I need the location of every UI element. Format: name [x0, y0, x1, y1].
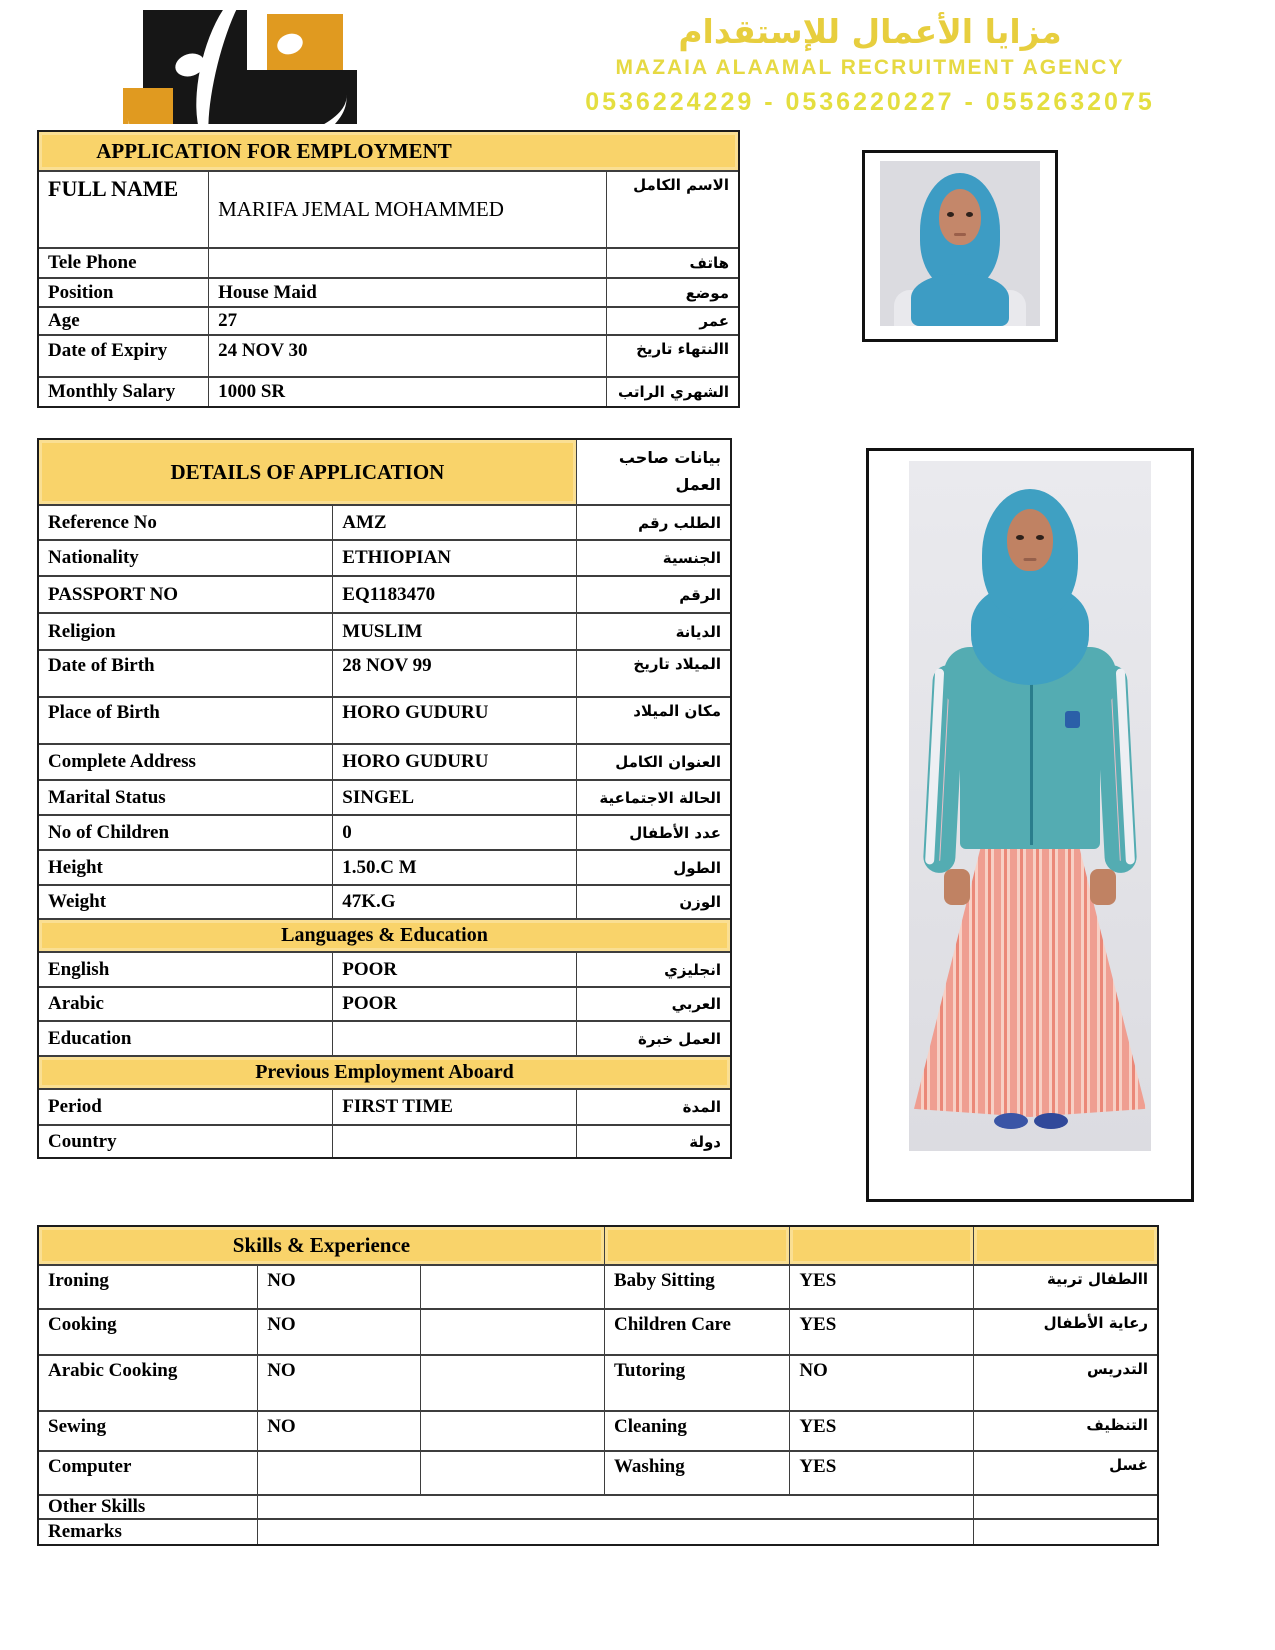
field-label: Monthly Salary	[48, 381, 176, 402]
field-value: HORO GUDURU	[332, 745, 576, 779]
field-label: No of Children	[48, 821, 170, 843]
field-label-arabic: المدة	[576, 1090, 730, 1124]
field-label: Country	[48, 1130, 117, 1152]
table-row	[39, 1494, 1157, 1518]
field-value: 1.50.C M	[332, 851, 576, 884]
skill-label: Computer	[48, 1456, 132, 1477]
field-label-arabic: الطلب رقم	[576, 506, 730, 539]
agency-header	[545, 12, 1195, 117]
skill-label: Baby Sitting	[604, 1266, 789, 1308]
figure-face	[939, 189, 981, 245]
table-row	[39, 575, 730, 612]
field-label-arabic: الوزن	[576, 886, 730, 918]
table-row	[39, 1450, 1157, 1494]
header-empty-cell	[604, 1227, 789, 1264]
figure-hand	[944, 869, 970, 905]
agency-phone-numbers: 0536224229 - 0536220227 - 0552632075	[585, 87, 1155, 116]
field-label-arabic: مكان الميلاد	[576, 698, 730, 743]
field-value: 1000 SR	[208, 378, 606, 406]
field-label-arabic: الرقم	[576, 577, 730, 612]
field-label: Reference No	[48, 511, 157, 533]
table-row	[39, 334, 738, 376]
skill-label: Cooking	[48, 1314, 117, 1335]
figure-hand	[1090, 869, 1116, 905]
details-table-title: DETAILS OF APPLICATION	[39, 440, 576, 504]
table-row	[39, 277, 738, 306]
table-row	[39, 1308, 1157, 1354]
field-label-arabic: دولة	[576, 1126, 730, 1157]
empty-cell	[973, 1520, 1157, 1544]
field-label: English	[48, 958, 110, 980]
section-header-row	[39, 918, 730, 951]
field-label: Nationality	[48, 547, 139, 568]
field-value: ETHIOPIAN	[332, 541, 576, 575]
other-skills-value	[257, 1496, 972, 1518]
field-value: MUSLIM	[332, 614, 576, 649]
table-row	[39, 696, 730, 743]
field-label: Place of Birth	[48, 702, 160, 723]
field-label: Marital Status	[48, 786, 166, 808]
field-label: Period	[48, 1096, 102, 1117]
table-row	[39, 1124, 730, 1157]
skill-value: YES	[789, 1266, 972, 1308]
applicant-photo-full	[866, 448, 1194, 1202]
field-value: POOR	[332, 953, 576, 986]
field-label-arabic: العنوان الكامل	[576, 745, 730, 779]
field-label: Religion	[48, 620, 116, 642]
skill-label-arabic: رعاية الأطفال	[973, 1310, 1157, 1354]
skill-label-arabic: التدريس	[973, 1356, 1157, 1410]
skill-label: Children Care	[604, 1310, 789, 1354]
field-value: 47K.G	[332, 886, 576, 918]
table-row	[39, 1020, 730, 1055]
field-value: House Maid	[208, 279, 606, 306]
agency-name-english: MAZAIA ALAAMAL RECRUITMENT AGENCY	[615, 55, 1125, 79]
remarks-label: Remarks	[48, 1521, 122, 1542]
field-label: Education	[48, 1027, 132, 1049]
field-label-arabic: العربي	[576, 988, 730, 1020]
field-value: EQ1183470	[332, 577, 576, 612]
applicant-portrait	[880, 161, 1040, 326]
skill-value: NO	[257, 1310, 419, 1354]
skill-label-arabic: االطفال تربية	[973, 1266, 1157, 1308]
field-label-arabic: االنتهاء تاريخ	[606, 336, 738, 376]
empty-cell	[973, 1496, 1157, 1518]
agency-name-arabic: مزايا الأعمال للإستقدام	[678, 12, 1062, 51]
field-label-arabic: موضع	[606, 279, 738, 306]
details-table	[37, 438, 732, 1159]
remarks-value	[257, 1520, 972, 1544]
figure-hijab-drape	[911, 274, 1009, 326]
field-value: HORO GUDURU	[332, 698, 576, 743]
field-label-arabic: انجليزي	[576, 953, 730, 986]
field-label-arabic: الديانة	[576, 614, 730, 649]
field-label-arabic: الجنسية	[576, 541, 730, 575]
field-label: Date of Expiry	[48, 340, 168, 361]
field-label: Arabic	[48, 993, 104, 1014]
table-row	[39, 306, 738, 334]
field-value: 24 NOV 30	[208, 336, 606, 376]
field-label: Weight	[48, 891, 107, 912]
section-header-row	[39, 1055, 730, 1088]
header-empty-cell	[973, 1227, 1157, 1264]
skill-label: Cleaning	[604, 1412, 789, 1450]
skill-label: Arabic Cooking	[48, 1360, 178, 1381]
field-label: Age	[48, 310, 80, 331]
agency-logo	[115, 4, 365, 124]
applicant-full-figure	[909, 461, 1151, 1151]
employment-table-title: APPLICATION FOR EMPLOYMENT	[96, 138, 452, 163]
field-label-arabic: عمر	[606, 308, 738, 334]
field-value: AMZ	[332, 506, 576, 539]
field-value: POOR	[332, 988, 576, 1020]
field-value: 28 NOV 99	[332, 651, 576, 696]
field-label: FULL NAME	[48, 176, 179, 201]
empty-cell	[420, 1452, 604, 1494]
field-label-arabic: الاسم الكامل	[606, 172, 738, 247]
field-label: Complete Address	[48, 751, 196, 772]
field-value: FIRST TIME	[332, 1090, 576, 1124]
table-row	[39, 743, 730, 779]
table-header-row	[39, 440, 730, 504]
empty-cell	[420, 1310, 604, 1354]
other-skills-label: Other Skills	[48, 1496, 146, 1517]
table-header-row	[39, 1227, 1157, 1264]
header-empty-cell	[789, 1227, 972, 1264]
table-row	[39, 814, 730, 849]
skill-label: Ironing	[48, 1270, 109, 1291]
table-row	[39, 951, 730, 986]
table-row	[39, 170, 738, 247]
table-row	[39, 1518, 1157, 1544]
field-value: MARIFA JEMAL MOHAMMED	[208, 172, 606, 247]
skill-label-arabic: غسل	[973, 1452, 1157, 1494]
table-row	[39, 376, 738, 406]
skills-table	[37, 1225, 1159, 1546]
skill-value: YES	[789, 1452, 972, 1494]
field-label-arabic: هاتف	[606, 249, 738, 277]
field-label-arabic: العمل خبرة	[576, 1022, 730, 1055]
skill-label-arabic: التنظيف	[973, 1412, 1157, 1450]
skill-value: NO	[257, 1412, 419, 1450]
table-row	[39, 779, 730, 814]
table-header-row	[39, 132, 738, 170]
skill-label: Sewing	[48, 1416, 107, 1437]
field-label: Position	[48, 281, 114, 303]
employment-table	[37, 130, 740, 408]
table-row	[39, 1410, 1157, 1450]
field-label: PASSPORT NO	[48, 583, 179, 605]
skill-value: NO	[789, 1356, 972, 1410]
table-row	[39, 986, 730, 1020]
table-row	[39, 1354, 1157, 1410]
empty-cell	[420, 1356, 604, 1410]
table-row	[39, 884, 730, 918]
table-row	[39, 612, 730, 649]
skill-label: Washing	[604, 1452, 789, 1494]
field-label-arabic: عدد الأطفال	[576, 816, 730, 849]
empty-cell	[420, 1412, 604, 1450]
field-label-arabic: الطول	[576, 851, 730, 884]
table-row	[39, 649, 730, 696]
skill-value: YES	[789, 1310, 972, 1354]
field-label: Height	[48, 856, 103, 878]
field-value: SINGEL	[332, 781, 576, 814]
skill-value	[257, 1452, 419, 1494]
table-row	[39, 247, 738, 277]
figure-sandals	[994, 1113, 1028, 1129]
table-row	[39, 539, 730, 575]
field-label-arabic: الحالة الاجتماعية	[576, 781, 730, 814]
skill-value: NO	[257, 1266, 419, 1308]
field-value	[332, 1126, 576, 1157]
field-value	[208, 249, 606, 277]
table-row	[39, 1088, 730, 1124]
field-value: 0	[332, 816, 576, 849]
empty-cell	[420, 1266, 604, 1308]
field-value	[332, 1022, 576, 1055]
figure-face	[1007, 509, 1053, 571]
field-label-arabic: الميلاد تاريخ	[576, 651, 730, 696]
languages-section-title: Languages & Education	[281, 924, 488, 946]
previous-employment-section-title: Previous Employment Aboard	[255, 1061, 514, 1083]
applicant-photo-small	[862, 150, 1058, 342]
field-label: Tele Phone	[48, 252, 137, 273]
table-row	[39, 504, 730, 539]
field-label: Date of Birth	[48, 655, 155, 676]
skill-value: YES	[789, 1412, 972, 1450]
table-row	[39, 849, 730, 884]
skill-value: NO	[257, 1356, 419, 1410]
skills-table-title: Skills & Experience	[39, 1227, 604, 1264]
field-label-arabic: الشهري الراتب	[606, 378, 738, 406]
details-table-title-arabic: بيانات صاحب العمل	[576, 440, 730, 504]
field-value: 27	[208, 308, 606, 334]
table-row	[39, 1264, 1157, 1308]
skill-label: Tutoring	[604, 1356, 789, 1410]
